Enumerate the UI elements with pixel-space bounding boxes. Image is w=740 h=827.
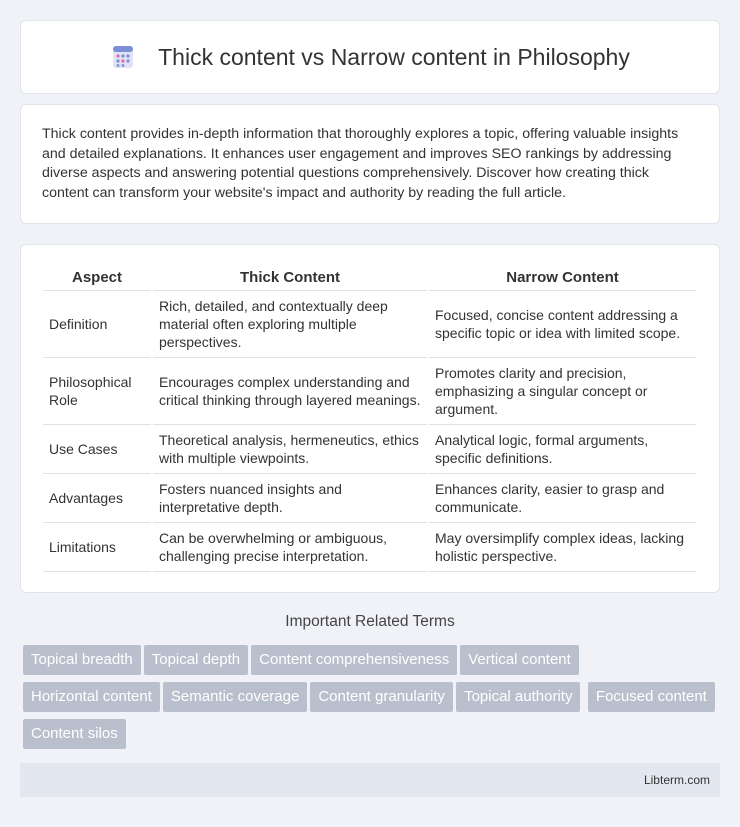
row-narrow: Analytical logic, formal arguments, specific definitions. — [429, 425, 696, 474]
related-term-tag[interactable]: Semantic coverage — [163, 682, 307, 712]
related-terms-title: Important Related Terms — [285, 613, 455, 630]
column-header-thick: Thick Content — [153, 265, 427, 291]
related-term-tag[interactable]: Topical depth — [144, 645, 248, 675]
intro-card — [20, 104, 720, 224]
related-term-tag[interactable]: Content silos — [23, 719, 126, 749]
comparison-table-card — [20, 244, 720, 593]
related-term-tag[interactable]: Content comprehensiveness — [251, 645, 457, 675]
row-aspect: Philosophical Role — [43, 358, 151, 425]
row-aspect: Use Cases — [43, 425, 151, 474]
page-title-text: Thick content vs Narrow content in Philosophy — [158, 43, 630, 70]
related-term-tag[interactable]: Horizontal content — [23, 682, 160, 712]
row-narrow: Enhances clarity, easier to grasp and communicate. — [429, 474, 696, 523]
table-row — [43, 291, 696, 358]
table-row — [43, 523, 696, 572]
related-term-tag[interactable]: Topical breadth — [23, 645, 141, 675]
table-row — [43, 358, 696, 425]
column-header-aspect: Aspect — [43, 265, 151, 291]
row-narrow: Focused, concise content addressing a specific topic or idea with limited scope. — [429, 291, 696, 358]
row-aspect: Advantages — [43, 474, 151, 523]
table-header-row — [43, 265, 696, 291]
row-narrow: Promotes clarity and precision, emphasizing a singular concept or argument. — [429, 358, 696, 425]
row-aspect: Definition — [43, 291, 151, 358]
row-narrow: May oversimplify complex ideas, lacking holistic perspective. — [429, 523, 696, 572]
table-row — [43, 474, 696, 523]
footer — [20, 763, 720, 797]
table-grid-icon — [110, 44, 136, 70]
footer-site-link[interactable]: Libterm.com — [643, 773, 710, 787]
related-term-tag[interactable]: Topical authority — [456, 682, 580, 712]
table-row — [43, 425, 696, 474]
intro-text: Thick content provides in-depth information that thoroughly explores a topic, offering valuable insights and detailed explanations. It enhances user engagement and improves SEO rankings by addressing diverse aspects and answering potential questions comprehensively. Discover how creating thick content can transform your website's impact and authority by reading the full article. — [42, 126, 679, 201]
row-thick: Rich, detailed, and contextually deep material often exploring multiple perspectives. — [153, 291, 427, 358]
comparison-table — [41, 265, 698, 572]
related-term-tag[interactable]: Vertical content — [460, 645, 579, 675]
page-title — [110, 44, 630, 71]
column-header-narrow: Narrow Content — [429, 265, 696, 291]
row-thick: Can be overwhelming or ambiguous, challenging precise interpretation. — [153, 523, 427, 572]
related-terms-list — [23, 645, 723, 756]
row-thick: Theoretical analysis, hermeneutics, ethics with multiple viewpoints. — [153, 425, 427, 474]
related-term-tag[interactable]: Focused content — [588, 682, 715, 712]
related-term-tag[interactable]: Content granularity — [310, 682, 453, 712]
row-thick: Fosters nuanced insights and interpretative depth. — [153, 474, 427, 523]
title-card — [20, 20, 720, 94]
row-aspect: Limitations — [43, 523, 151, 572]
row-thick: Encourages complex understanding and critical thinking through layered meanings. — [153, 358, 427, 425]
